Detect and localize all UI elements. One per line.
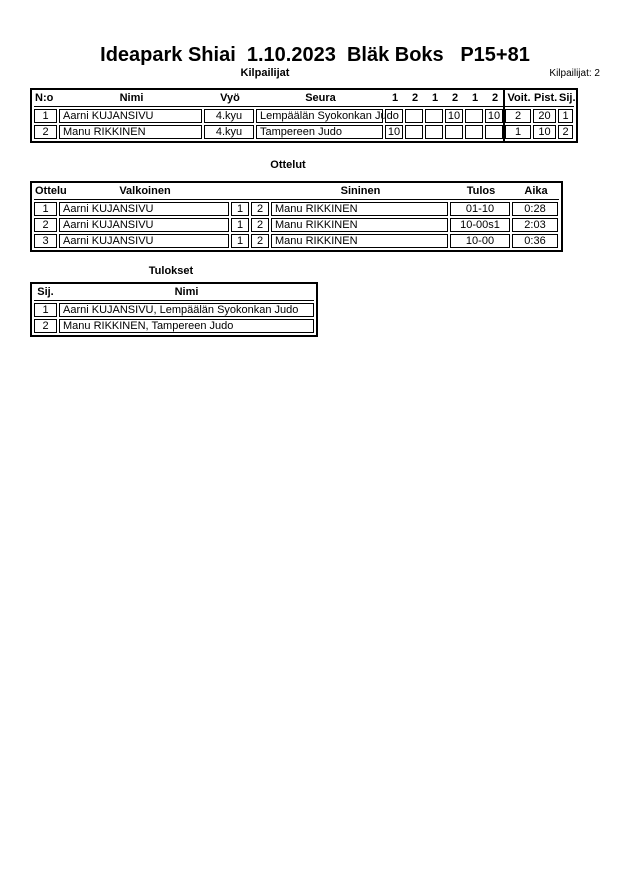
cell-pist: 20: [533, 109, 556, 123]
competitor-row: [34, 125, 574, 139]
col-header-ottelu: Ottelu: [35, 185, 67, 197]
cell-no: 1: [34, 109, 57, 123]
cell-score: [405, 125, 423, 139]
cell-nimi: Manu RIKKINEN, Tampereen Judo: [59, 319, 314, 333]
cell-score: 10: [385, 125, 403, 139]
cell-nimi: Manu RIKKINEN: [59, 125, 202, 139]
competitors-count-label: Kilpailijat: 2: [549, 68, 600, 79]
cell-tulos: 10-00s1: [450, 218, 510, 232]
kilpailijat-section-label: Kilpailijat: [240, 67, 290, 79]
tulokset-header-row: [34, 286, 314, 301]
cell-vyo: 4.kyu: [204, 125, 254, 139]
match-row: [34, 202, 559, 216]
ottelut-header-row: [34, 185, 559, 200]
cell-aika: 0:36: [512, 234, 558, 248]
cell-score: [425, 125, 443, 139]
cell-valkoinen: Aarni KUJANSIVU: [59, 218, 229, 232]
cell-sij: 1: [558, 109, 573, 123]
col-header-sininen: Sininen: [340, 185, 381, 197]
cell-valkoinen: Aarni KUJANSIVU: [59, 234, 229, 248]
col-header-vyo: Vyö: [220, 92, 240, 104]
col-header-empty: [252, 185, 270, 199]
cell-score: [465, 109, 483, 123]
cell-score: [425, 109, 443, 123]
kilpailijat-header-row: [34, 92, 574, 107]
cell-score: 10: [485, 109, 503, 123]
tulokset-table: [30, 282, 318, 337]
competitor-row: [34, 109, 574, 123]
match-row: [34, 234, 559, 248]
cell-score: [405, 109, 423, 123]
cell-valkoinen-nro: 1: [231, 202, 249, 216]
col-header-valkoinen: Valkoinen: [119, 185, 171, 197]
cell-score: [385, 109, 403, 123]
cell-score: [485, 125, 503, 139]
cell-sininen: Manu RIKKINEN: [271, 234, 448, 248]
cell-no: 2: [34, 125, 57, 139]
cell-seura: Lempäälän Syokonkan Judo: [256, 109, 383, 123]
cell-tulos: 10-00: [450, 234, 510, 248]
col-header-score: 1: [391, 92, 399, 104]
cell-ottelu: 2: [34, 218, 57, 232]
tulokset-section-label: Tulokset: [148, 265, 194, 277]
cell-score: 10: [445, 109, 463, 123]
ottelut-section-label: Ottelut: [270, 159, 306, 171]
col-header-nimi: Nimi: [119, 92, 144, 104]
col-header-score: 2: [451, 92, 459, 104]
col-header-voit: Voit.: [507, 92, 531, 104]
cell-sininen-nro: 2: [251, 218, 269, 232]
page-title: Ideapark Shiai 1.10.2023 Bläk Boks P15+81: [100, 44, 530, 66]
cell-sij: 2: [34, 319, 57, 333]
col-header-pist: Pist.: [534, 92, 558, 104]
col-header-no: N:o: [35, 92, 54, 104]
cell-sininen: Manu RIKKINEN: [271, 202, 448, 216]
col-header-nimi: Nimi: [174, 286, 199, 298]
ottelut-table: [30, 181, 563, 252]
cell-pist: 10: [533, 125, 556, 139]
cell-nimi: Aarni KUJANSIVU: [59, 109, 202, 123]
results-group-divider: [503, 90, 505, 141]
cell-tulos: 01-10: [450, 202, 510, 216]
cell-sininen-nro: 2: [251, 234, 269, 248]
col-header-score: 1: [471, 92, 479, 104]
cell-aika: 0:28: [512, 202, 558, 216]
cell-ottelu: 3: [34, 234, 57, 248]
col-header-aika: Aika: [524, 185, 548, 197]
cell-score: [465, 125, 483, 139]
col-header-sij: Sij.: [37, 286, 54, 298]
cell-sij: 2: [558, 125, 573, 139]
kilpailijat-table: [30, 88, 578, 143]
result-row: [34, 303, 314, 317]
cell-voit: 2: [505, 109, 531, 123]
cell-aika: 2:03: [512, 218, 558, 232]
col-header-tulos: Tulos: [466, 185, 496, 197]
col-header-score: 1: [431, 92, 439, 104]
cell-seura: Tampereen Judo: [256, 125, 383, 139]
cell-sininen-nro: 2: [251, 202, 269, 216]
cell-nimi: Aarni KUJANSIVU, Lempäälän Syokonkan Judo: [59, 303, 314, 317]
cell-ottelu: 1: [34, 202, 57, 216]
cell-valkoinen-nro: 1: [231, 218, 249, 232]
col-header-seura: Seura: [305, 92, 336, 104]
cell-valkoinen-nro: 1: [231, 234, 249, 248]
cell-valkoinen: Aarni KUJANSIVU: [59, 202, 229, 216]
cell-score: [445, 125, 463, 139]
result-row: [34, 319, 314, 333]
cell-sij: 1: [34, 303, 57, 317]
col-header-empty: [232, 185, 250, 199]
col-header-sij: Sij.: [559, 92, 576, 104]
match-row: [34, 218, 559, 232]
cell-sininen: Manu RIKKINEN: [271, 218, 448, 232]
cell-vyo: 4.kyu: [204, 109, 254, 123]
col-header-score: 2: [411, 92, 419, 104]
col-header-score: 2: [491, 92, 499, 104]
cell-voit: 1: [505, 125, 531, 139]
